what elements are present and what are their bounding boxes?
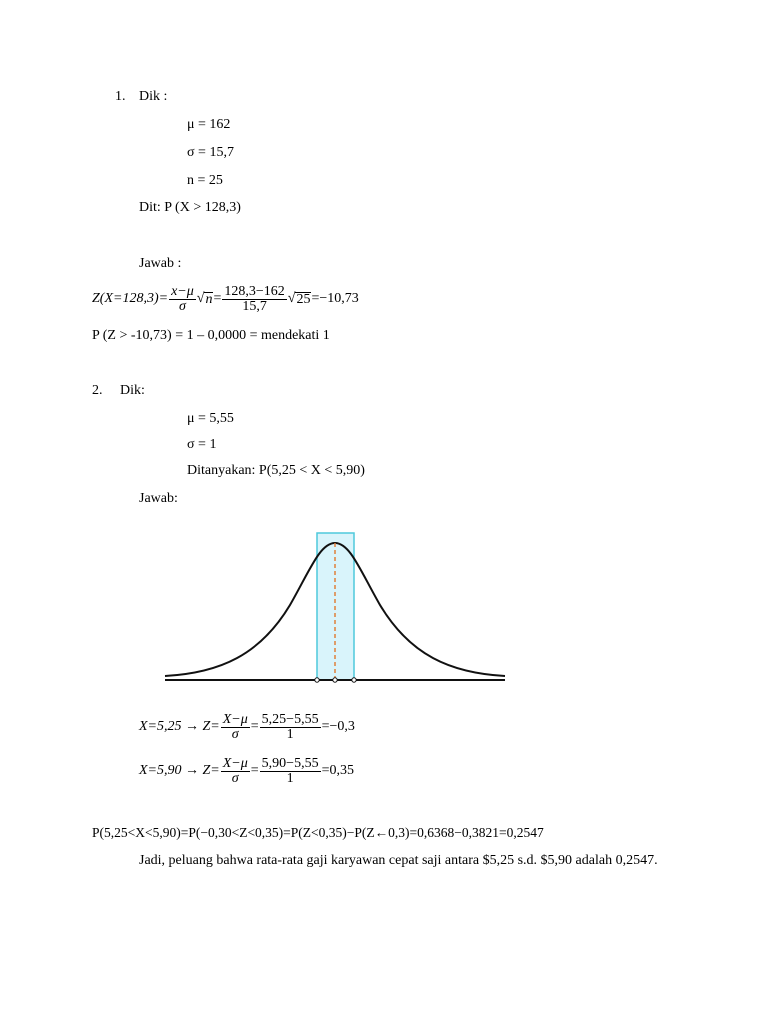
q1-dik-label: Dik : (139, 89, 168, 104)
q1-eq-frac1-den: σ (178, 298, 186, 314)
q1-jawab: Jawab : (139, 256, 182, 271)
q1-mu: μ = 162 (187, 117, 231, 132)
q2-z2-frac2-num: 5,90−5,55 (261, 755, 319, 771)
sqrt-sign: √ (196, 291, 205, 306)
q1-eq-sqrt-25: 25 (296, 291, 311, 307)
q2-z1-result: =−0,3 (321, 719, 355, 734)
q2-z1-lhs: X=5,25 → Z= (139, 719, 220, 734)
q2-z2-equation: X=5,90 → Z= $\frac{X-\mu}{\sigma}$ = $\frac{5,90-5,55}{1}$ =0,35 (139, 755, 354, 786)
q1-eq-frac1 (169, 285, 196, 314)
q1-eq-frac2-num: 128,3−162 (224, 283, 285, 299)
q1-dit: Dit: P (X > 128,3) (139, 200, 241, 215)
q2-z2-frac2-den: 1 (286, 770, 294, 786)
q2-sigma: σ = 1 (187, 437, 217, 452)
q2-dik-label: Dik: (120, 383, 145, 398)
q1-eq-sqrt-n: n (205, 291, 213, 307)
q2-z1-frac2 (260, 713, 321, 742)
sqrt-sign: √ (287, 291, 296, 306)
q1-number: 1. (115, 89, 126, 104)
q2-z2-frac1-num: X−μ (222, 755, 248, 771)
q2-number: 2. (92, 383, 103, 398)
q2-z1-frac1 (221, 713, 250, 742)
q2-z2-result: =0,35 (321, 763, 354, 778)
q1-eq-frac2 (222, 285, 286, 314)
q2-ditanyakan: Ditanyakan: P(5,25 < X < 5,90) (187, 463, 365, 478)
q1-z-equation: Z(X=128,3)= $\frac{x-\mu}{\sigma}$ √ n = $\frac{128,3-162}{15,7}$ √ 25 =−10,73 (92, 283, 359, 314)
q1-eq-result: =−10,73 (311, 291, 359, 306)
q2-z1-frac1-den: σ (231, 726, 239, 742)
q2-z2-lhs: X=5,90 → Z= (139, 763, 220, 778)
q2-z1-equation: X=5,25 → Z= $\frac{X-\mu}{\sigma}$ = $\frac{5,25-5,55}{1}$ =−0,3 (139, 711, 355, 742)
q1-eq-frac1-num: x−μ (171, 283, 194, 299)
q2-z2-frac1-den: σ (231, 770, 239, 786)
q2-z2-frac2 (260, 757, 321, 786)
q2-conclusion: Jadi, peluang bahwa rata-rata gaji karyawan cepat saji antara $5,25 s.d. $5,90 adalah 0,2547. (139, 853, 658, 868)
q1-n: n = 25 (187, 173, 223, 188)
q1-eq-frac2-den: 15,7 (242, 298, 267, 314)
normal-curve-figure (160, 515, 510, 690)
q2-z2-frac1 (221, 757, 250, 786)
q2-z1-frac2-den: 1 (286, 726, 294, 742)
q2-final-equation: P(5,25<X<5,90)=P(−0,30<Z<0,35)=P(Z<0,35)−P(Z←0,3)=0,6368−0,3821=0,2547 (92, 825, 544, 840)
axis-point-right (352, 678, 356, 682)
q2-z1-frac1-num: X−μ (222, 711, 248, 727)
axis-point-left (315, 678, 319, 682)
q1-probability: P (Z > -10,73) = 1 – 0,0000 = mendekati 1 (92, 328, 330, 343)
q1-sigma: σ = 15,7 (187, 145, 234, 160)
q2-mu: μ = 5,55 (187, 411, 234, 426)
q1-eq-lhs: Z(X=128,3)= (92, 291, 169, 306)
axis-point-mean (333, 678, 337, 682)
q2-jawab: Jawab: (139, 491, 178, 506)
q2-z1-frac2-num: 5,25−5,55 (261, 711, 319, 727)
